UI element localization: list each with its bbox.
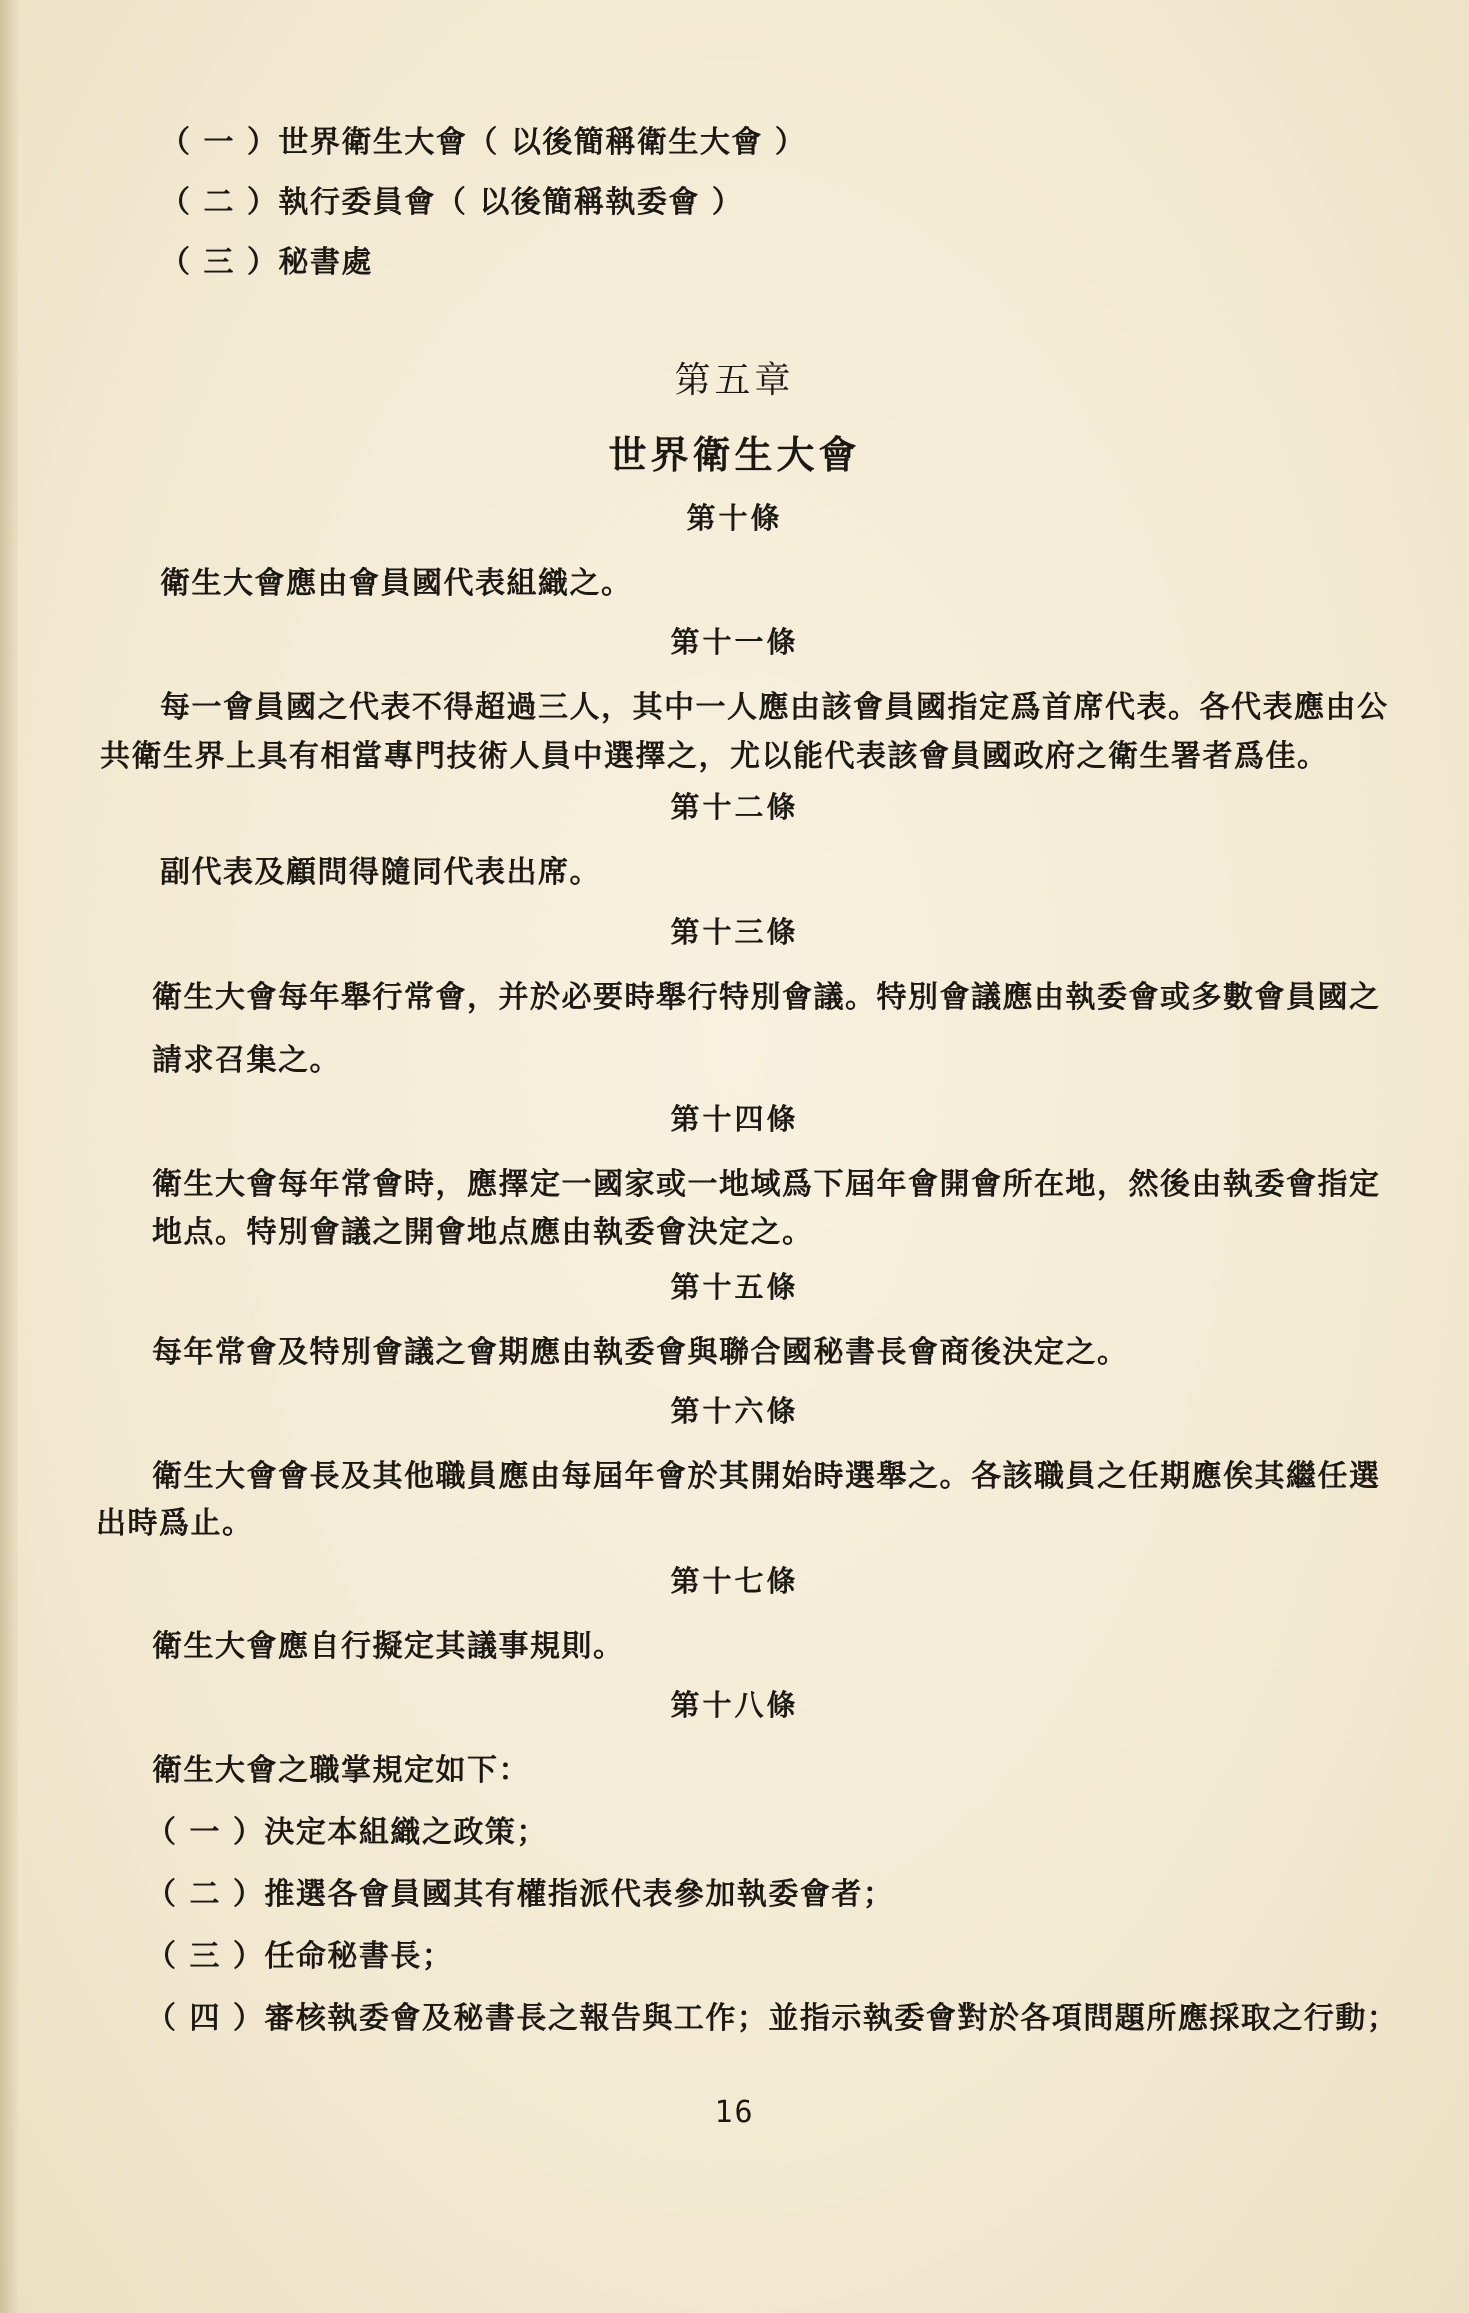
article-13-heading: 第十三條 xyxy=(670,915,799,949)
article-14-text-line-2: 地点。特別會議之開會地点應由執委會決定之。 xyxy=(152,1215,814,1250)
chapter-number: 第五章 xyxy=(674,360,795,401)
article-18-intro: 衛生大會之職掌規定如下： xyxy=(152,1753,530,1788)
article-18-item-1: （ 一 ）決定本組織之政策； xyxy=(146,1815,548,1850)
page-number: 16 xyxy=(714,2095,755,2130)
article-13-text-line-1: 衛生大會每年舉行常會，并於必要時舉行特別會議。特別會議應由執委會或多數會員國之 xyxy=(152,980,1381,1015)
article-18-heading: 第十八條 xyxy=(670,1688,799,1722)
article-10-heading: 第十條 xyxy=(686,501,783,535)
article-11-text-line-1: 每一會員國之代表不得超過三人，其中一人應由該會員國指定爲首席代表。各代表應由公 xyxy=(160,690,1389,725)
article-17-heading: 第十七條 xyxy=(670,1564,799,1598)
organ-item-1: （ 一 ）世界衛生大會（ 以後簡稱衛生大會 ） xyxy=(160,125,807,160)
article-15-text: 每年常會及特別會議之會期應由執委會與聯合國秘書長會商後決定之。 xyxy=(152,1335,1129,1370)
article-18-item-2: （ 二 ）推選各會員國其有權指派代表參加執委會者； xyxy=(146,1877,895,1912)
article-16-text-line-2: 出時爲止。 xyxy=(96,1506,254,1541)
article-18-item-3: （ 三 ）任命秘書長； xyxy=(146,1939,454,1974)
article-14-text-line-1: 衛生大會每年常會時，應擇定一國家或一地域爲下屆年會開會所在地，然後由執委會指定 xyxy=(152,1167,1381,1202)
article-11-heading: 第十一條 xyxy=(670,625,799,659)
article-10-text: 衛生大會應由會員國代表組織之。 xyxy=(160,566,633,601)
article-15-heading: 第十五條 xyxy=(670,1270,799,1304)
article-16-text-line-1: 衛生大會會長及其他職員應由每屆年會於其開始時選舉之。各該職員之任期應俟其繼任選 xyxy=(152,1459,1381,1494)
article-13-text-line-2: 請求召集之。 xyxy=(152,1043,341,1078)
article-12-heading: 第十二條 xyxy=(670,790,799,824)
chapter-title: 世界衛生大會 xyxy=(608,432,861,477)
article-18-item-4: （ 四 ）審核執委會及秘書長之報告與工作；並指示執委會對於各項問題所應採取之行動； xyxy=(146,2001,1399,2036)
organ-item-2: （ 二 ）執行委員會（ 以後簡稱執委會 ） xyxy=(160,185,744,220)
article-12-text: 副代表及顧問得隨同代表出席。 xyxy=(160,855,601,890)
article-14-heading: 第十四條 xyxy=(670,1102,799,1136)
article-16-heading: 第十六條 xyxy=(670,1394,799,1428)
organ-item-3: （ 三 ）秘書處 xyxy=(160,245,373,280)
article-11-text-line-2: 共衛生界上具有相當專門技術人員中選擇之，尤以能代表該會員國政府之衛生署者爲佳。 xyxy=(100,739,1329,774)
article-17-text: 衛生大會應自行擬定其議事規則。 xyxy=(152,1629,625,1664)
